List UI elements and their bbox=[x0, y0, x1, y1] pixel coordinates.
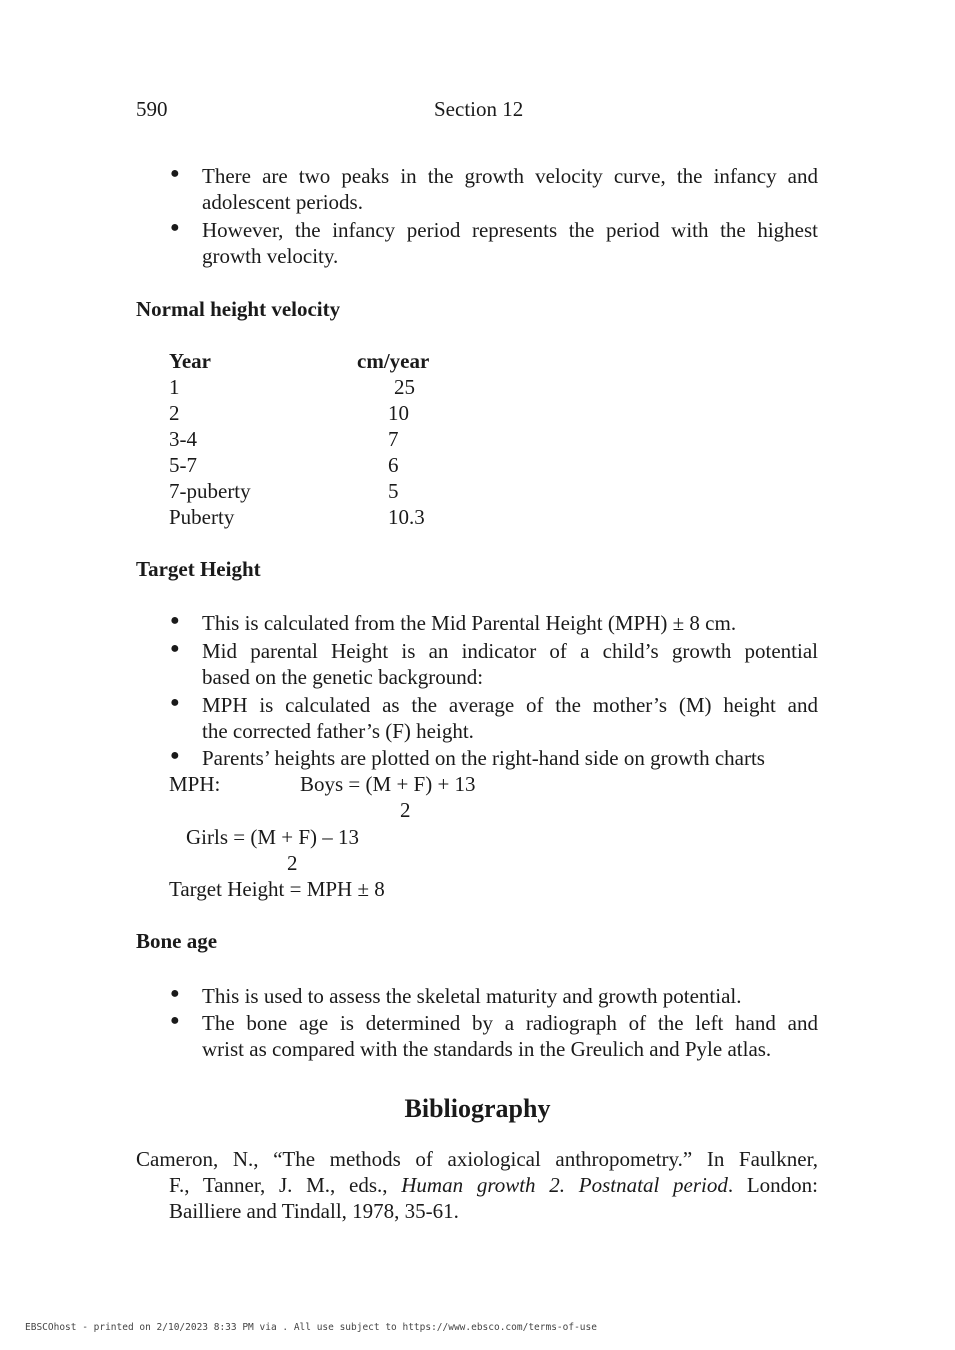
bone-age-heading: Bone age bbox=[136, 929, 218, 953]
target-height-heading: Target Height bbox=[136, 557, 261, 581]
velocity-heading: Normal height velocity bbox=[136, 297, 341, 321]
intro-bullet-1-line2: adolescent periods. bbox=[202, 190, 363, 214]
boys-divisor: 2 bbox=[400, 798, 411, 822]
target-bullet-3-line1: MPH is calculated as the average of the mother’s (M) height and bbox=[202, 693, 818, 717]
bone-age-bullet-2-line2: wrist as compared with the standards in the Greulich and Pyle atlas. bbox=[202, 1037, 772, 1061]
target-bullet-2-line1: Mid parental Height is an indicator of a child’s growth potential bbox=[202, 639, 818, 663]
bullet-icon: ● bbox=[170, 1012, 180, 1029]
target-bullet-2-line2: based on the genetic background: bbox=[202, 665, 484, 689]
table-cell-year: 5-7 bbox=[169, 453, 197, 477]
bibliography-publisher-start: . London: bbox=[727, 1173, 818, 1197]
table-cell-rate: 7 bbox=[388, 427, 399, 451]
table-cell-rate: 10 bbox=[388, 401, 409, 425]
bone-age-bullet-1-line1: This is used to assess the skeletal maturity and growth potential. bbox=[202, 984, 742, 1008]
bullet-icon: ● bbox=[170, 165, 180, 182]
target-bullet-1-line1: This is calculated from the Mid Parental Height (MPH) ± 8 cm. bbox=[202, 611, 737, 635]
bullet-icon: ● bbox=[170, 694, 180, 711]
table-cell-rate: 6 bbox=[388, 453, 399, 477]
boys-formula: Boys = (M + F) + 13 bbox=[300, 772, 476, 796]
bullet-icon: ● bbox=[170, 219, 180, 236]
table-cell-year: 1 bbox=[169, 375, 180, 399]
mph-label: MPH: bbox=[169, 772, 221, 796]
bibliography-book-title: Human growth 2. Postnatal period bbox=[401, 1173, 728, 1197]
intro-bullet-2-line1: However, the infancy period represents the period with the highest bbox=[202, 218, 818, 242]
bullet-icon: ● bbox=[170, 612, 180, 629]
girls-formula: Girls = (M + F) – 13 bbox=[186, 825, 360, 849]
bibliography-entry-line1: Cameron, N., “The methods of axiological anthropometry.” In Faulkner, bbox=[136, 1147, 818, 1171]
bullet-icon: ● bbox=[170, 747, 180, 764]
target-bullet-3-line2: the corrected father’s (F) height. bbox=[202, 719, 474, 743]
table-cell-rate: 25 bbox=[394, 375, 415, 399]
bibliography-entry-line2 bbox=[169, 1172, 818, 1198]
table-cell-year: Puberty bbox=[169, 505, 235, 529]
table-cell-rate: 5 bbox=[388, 479, 399, 503]
target-bullet-4-line1: Parents’ heights are plotted on the right-hand side on growth charts bbox=[202, 746, 765, 770]
table-cell-year: 2 bbox=[169, 401, 180, 425]
intro-bullet-1-line1: There are two peaks in the growth velocity curve, the infancy and bbox=[202, 164, 818, 188]
table-cell-year: 7-puberty bbox=[169, 479, 251, 503]
girls-divisor: 2 bbox=[287, 851, 298, 875]
bullet-icon: ● bbox=[170, 985, 180, 1002]
section-title: Section 12 bbox=[434, 97, 524, 121]
page-number: 590 bbox=[136, 97, 168, 121]
bone-age-bullet-2-line1: The bone age is determined by a radiograph of the left hand and bbox=[202, 1011, 818, 1035]
intro-bullet-2-line2: growth velocity. bbox=[202, 244, 339, 268]
table-cell-rate: 10.3 bbox=[388, 505, 425, 529]
bibliography-authors: F., Tanner, J. M., eds., bbox=[169, 1173, 388, 1197]
table-cell-year: 3-4 bbox=[169, 427, 197, 451]
bibliography-entry-line3: Bailliere and Tindall, 1978, 35-61. bbox=[169, 1199, 459, 1223]
target-height-formula: Target Height = MPH ± 8 bbox=[169, 877, 385, 901]
print-footer: EBSCOhost - printed on 2/10/2023 8:33 PM via . All use subject to https://www.ebsco.com/terms-of-use bbox=[25, 1322, 597, 1333]
bullet-icon: ● bbox=[170, 640, 180, 657]
bibliography-heading: Bibliography bbox=[404, 1094, 551, 1123]
column-header-year: Year bbox=[169, 349, 211, 373]
column-header-rate: cm/year bbox=[357, 349, 430, 373]
